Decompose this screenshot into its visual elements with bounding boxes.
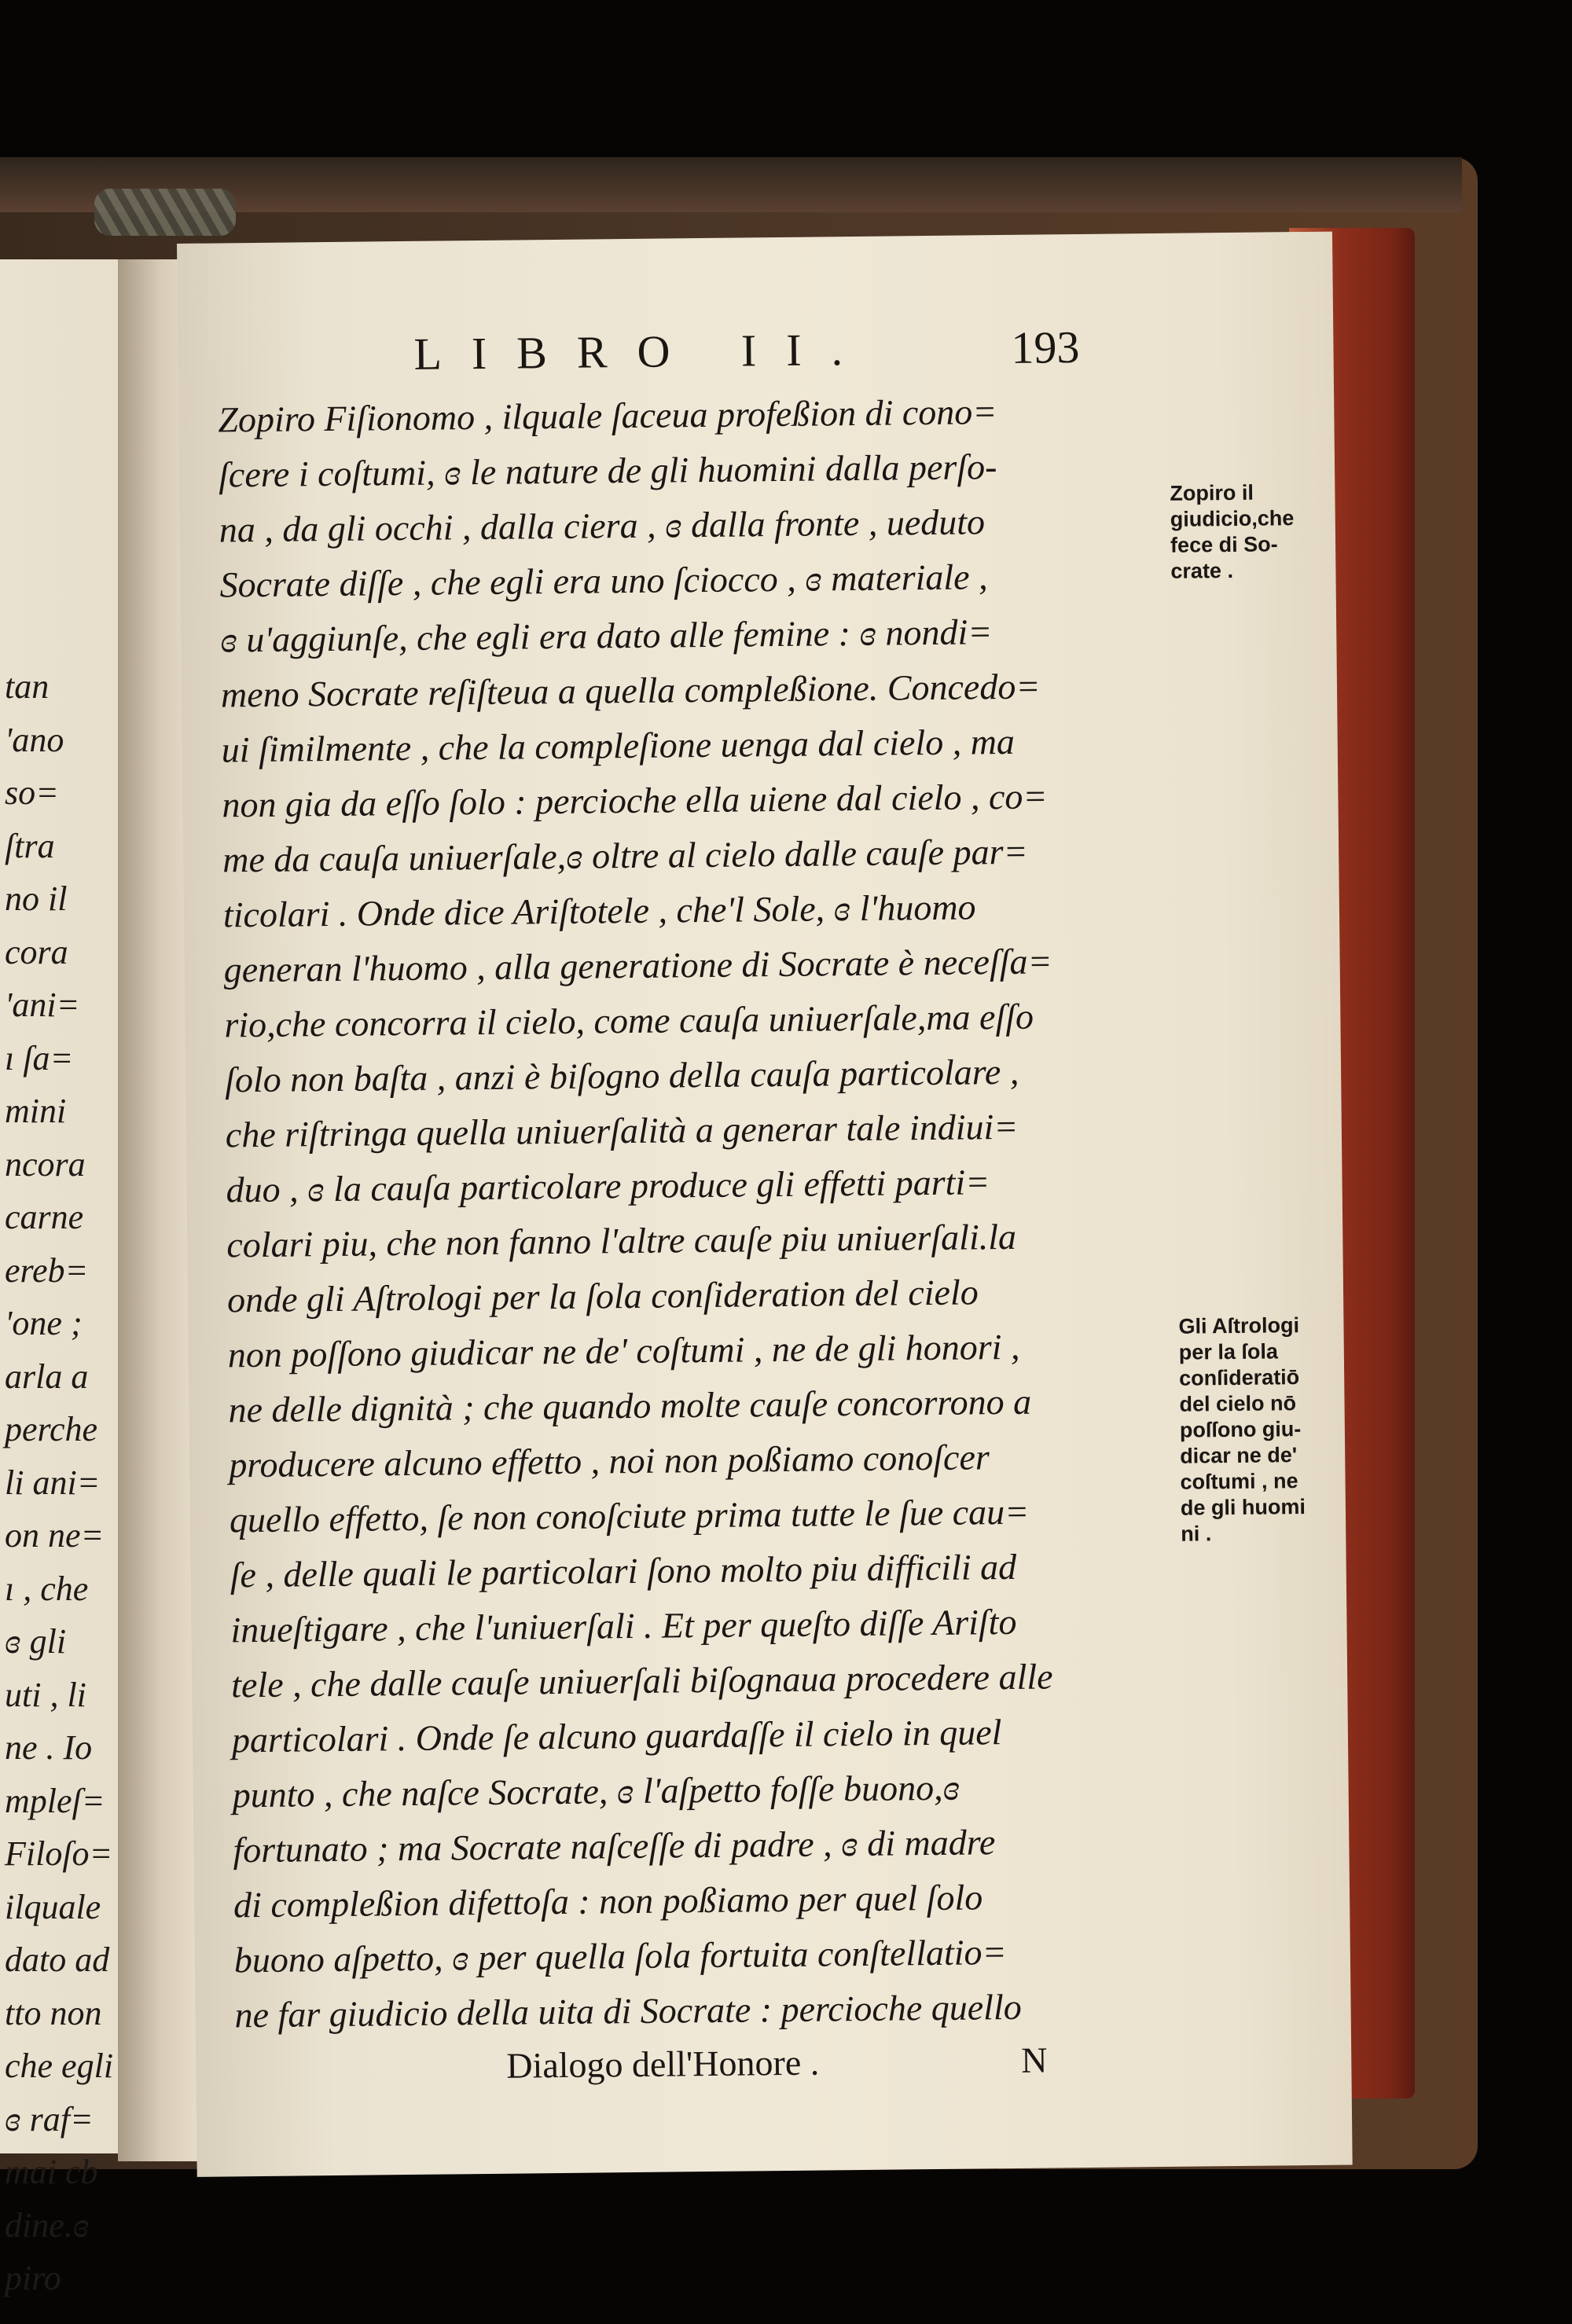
margin-note-line: crate . xyxy=(1170,558,1234,583)
margin-note-line: Zopiro il xyxy=(1170,480,1254,505)
text-line: arla a xyxy=(5,1357,89,1396)
text-line: di compleßion difettoſa : non poßiamo per quel ſolo xyxy=(233,1877,983,1926)
text-line: perche xyxy=(5,1410,98,1448)
margin-note-line: de gli huomi xyxy=(1180,1495,1306,1520)
left-page-text xyxy=(5,660,130,2305)
text-line: non gia da eſſo ſolo : percioche ella uiene dal cielo , co= xyxy=(222,776,1048,825)
text-line: no il xyxy=(5,879,68,918)
text-line: tele , che dalle cauſe uniuerſali biſognaua procedere alle xyxy=(230,1656,1053,1705)
text-line: Zopiro Fiſionomo , ilquale ſaceua profeßion di cono= xyxy=(218,391,997,440)
text-line: on ne= xyxy=(5,1516,105,1555)
signature-title: Dialogo dell'Honore . xyxy=(506,2042,820,2086)
text-line: 'one ; xyxy=(5,1304,83,1342)
text-line: mini xyxy=(5,1092,67,1130)
headband-decoration xyxy=(94,189,236,236)
text-line: tto non xyxy=(5,1993,102,2032)
text-line: ilquale xyxy=(5,1887,101,1926)
running-head xyxy=(217,320,1122,392)
text-line: ne delle dignità ; che quando molte cauſe concorrono a xyxy=(228,1381,1032,1430)
margin-note-line: poſſono giu- xyxy=(1179,1417,1302,1442)
text-line: mpleſ= xyxy=(5,1781,105,1820)
text-line: generan l'huomo , alla generatione di Socrate è neceſſa= xyxy=(223,941,1052,990)
running-head-title: LIBRO II. xyxy=(413,323,873,380)
margin-note-line: per la ſola xyxy=(1178,1339,1279,1364)
text-line: ui ſimilmente , che la compleſione uenga dal cielo , ma xyxy=(221,721,1016,770)
main-text-block xyxy=(217,320,1306,2110)
margin-note-zopiro xyxy=(1170,479,1295,585)
margin-note-line: Gli Aſtrologi xyxy=(1178,1313,1300,1338)
text-line: ſcere i coſtumi, ɞ le nature de gli huomini dalla perſo- xyxy=(218,446,997,495)
text-line: dato ad xyxy=(5,1940,110,1979)
text-line: rio,che concorra il cielo, come cauſa uniuerſale,ma eſſo xyxy=(224,996,1034,1045)
text-line: uti , li xyxy=(5,1675,86,1714)
text-line: li ani= xyxy=(5,1463,101,1502)
text-line: ne . Io xyxy=(5,1728,93,1767)
text-line: tan xyxy=(5,667,50,706)
text-line: meno Socrate reſiſteua a quella compleßione. Concedo= xyxy=(220,666,1041,715)
text-line: che riſtringa quella uniuerſalità a generar tale indiui= xyxy=(225,1106,1019,1155)
text-line: colari piu, che non fanno l'altre cauſe piu uniuerſali.la xyxy=(226,1216,1017,1265)
text-line: producere alcuno effetto , noi non poßiamo conoſcer xyxy=(229,1437,990,1485)
text-line: ı , che xyxy=(5,1569,89,1608)
text-line: carne xyxy=(5,1198,84,1236)
body-text xyxy=(218,383,1139,2043)
text-line: ne far giudicio della uita di Socrate : percioche quello xyxy=(234,1986,1022,2036)
margin-note-line: giudicio,che xyxy=(1170,506,1295,531)
quire-mark: N xyxy=(1020,2039,1048,2080)
margin-note-line: fece di So- xyxy=(1170,532,1278,557)
signature-line xyxy=(235,2038,1140,2110)
text-line: particolari . Onde ſe alcuno guardaſſe il cielo in quel xyxy=(231,1712,1002,1760)
text-line: che egli xyxy=(5,2047,114,2085)
text-line: ɞ gli xyxy=(5,1622,67,1661)
text-line: non poſſono giudicar ne de' coſtumi , ne de gli honori , xyxy=(227,1326,1020,1375)
text-line: fortunato ; ma Socrate naſceſſe di padre , ɞ di madre xyxy=(233,1822,996,1871)
text-line: Filoſo= xyxy=(5,1834,113,1873)
text-line: Socrate diſſe , che egli era uno ſciocco , ɞ materiale , xyxy=(219,556,988,605)
margin-note-line: ni . xyxy=(1181,1522,1212,1546)
text-line: 'ano xyxy=(5,720,64,759)
text-line: piro xyxy=(5,2259,61,2297)
page-number: 193 xyxy=(1011,321,1080,373)
text-line: so= xyxy=(5,773,59,812)
text-line: onde gli Aſtrologi per la ſola conſideration del cielo xyxy=(226,1272,979,1320)
text-line: ɞ u'aggiunſe, che egli era dato alle femine : ɞ nondi= xyxy=(220,611,993,660)
text-line: ſtra xyxy=(5,826,55,865)
text-line: me da cauſa uniuerſale,ɞ oltre al cielo dalle cauſe par= xyxy=(222,831,1028,880)
text-line: ſolo non baſta , anzi è biſogno della cauſa particolare , xyxy=(224,1051,1019,1100)
text-line: ticolari . Onde dice Ariſtotele , che'l Sole, ɞ l'huomo xyxy=(222,887,976,935)
text-line: ɞ raf= xyxy=(5,2099,94,2139)
text-line: 'ani= xyxy=(5,986,80,1024)
text-line: buono aſpetto, ɞ per quella ſola fortuita conſtellatio= xyxy=(233,1932,1007,1981)
margin-note-line: del cielo nō xyxy=(1179,1391,1297,1416)
text-line: dine.ɞ xyxy=(5,2205,90,2245)
text-line: punto , che naſce Socrate, ɞ l'aſpetto foſſe buono,ɞ xyxy=(232,1767,960,1816)
margin-note-line: coſtumi , ne xyxy=(1180,1469,1298,1494)
text-line: mai cb xyxy=(5,2153,98,2191)
text-line: ſe , delle quali le particolari ſono molto piu difficili ad xyxy=(230,1546,1017,1595)
margin-note-line: conſideratiō xyxy=(1179,1365,1300,1390)
text-line: ncora xyxy=(5,1144,86,1184)
text-line: ereb= xyxy=(5,1250,89,1290)
right-page xyxy=(177,232,1353,2177)
text-line: cora xyxy=(5,932,68,971)
text-line: inueſtigare , che l'uniuerſali . Et per queſto diſſe Ariſto xyxy=(230,1601,1017,1650)
text-line: quello effetto, ſe non conoſciute prima tutte le ſue cau= xyxy=(229,1491,1030,1540)
text-line: ı ſa= xyxy=(5,1038,74,1078)
margin-note-line: dicar ne de' xyxy=(1180,1443,1298,1468)
margin-note-astrologi xyxy=(1178,1313,1306,1547)
text-line: na , da gli occhi , dalla ciera , ɞ dalla fronte , ueduto xyxy=(219,501,986,550)
text-line: duo , ɞ la cauſa particolare produce gli effetti parti= xyxy=(226,1162,990,1210)
